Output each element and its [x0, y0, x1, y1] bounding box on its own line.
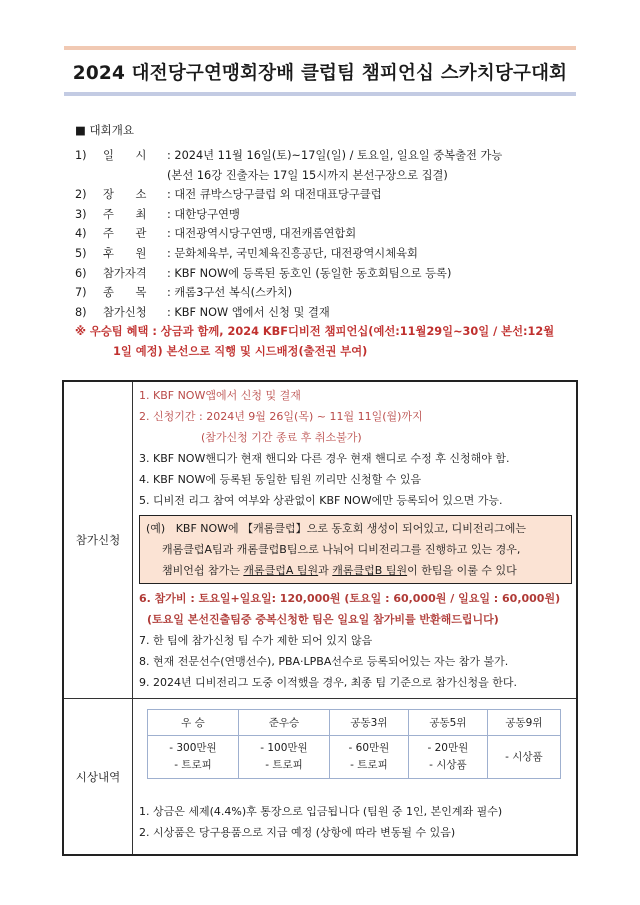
item-value: : 문화체육부, 국민체육진흥공단, 대전광역시체육회 — [167, 246, 418, 260]
registration-label: 참가신청 — [64, 382, 133, 698]
item-number: 7) — [75, 286, 87, 300]
overview-section — [75, 122, 575, 362]
item-label: 후 원 — [103, 246, 147, 260]
item-value: : KBF NOW 앱에서 신청 및 결재 — [167, 305, 330, 319]
overview-item-date-note: (본선 16강 진출자는 17일 15시까지 본선구장으로 집결) — [167, 168, 448, 182]
item-value: : 대전 큐박스당구클럽 외 대전대표당구클럽 — [167, 188, 382, 202]
overview-item-sponsor — [75, 244, 575, 264]
item-number: 5) — [75, 246, 87, 260]
prize-note-2: 2. 시상품은 당구용품으로 지급 예정 (상항에 따라 변동될 수 있음) — [139, 826, 456, 839]
reg-line-1: 1. KBF NOW앱에서 신청 및 결재 — [139, 389, 301, 402]
example-line-1 — [146, 518, 565, 539]
prize-notes — [139, 801, 576, 843]
reg-line-2-note: (참가신청 기간 종료 후 취소불가) — [201, 431, 362, 444]
item-value: : 2024년 11월 16일(토)~17일(일) / 토요일, 일요일 중복출전 가능 — [167, 149, 503, 162]
prize-value-5th — [408, 736, 487, 779]
reg-line-8: 8. 현재 전문선수(연맹선수), PBA·LPBA선수로 등록되어있는 자는 참가 불가. — [139, 655, 509, 668]
item-label: 종 목 — [103, 286, 147, 300]
item-number: 4) — [75, 227, 87, 241]
prize-money: - 20만원 — [427, 742, 469, 754]
item-label: 일 시 — [103, 149, 147, 162]
example-text: 챔비언쉽 참가는 — [162, 564, 244, 577]
item-value: : KBF NOW에 등록된 동호인 (동일한 동호회팀으로 등록) — [167, 266, 452, 280]
overview-item-eligibility — [75, 264, 575, 284]
winner-benefit-line1: ※ 우승팀 혜택 : 상금과 함께, 2024 KBF디비전 챔피언십(예선:11월29일~30일 / 본선:12월 — [75, 325, 555, 339]
item-number: 6) — [75, 266, 87, 280]
item-label: 참가신청 — [103, 305, 147, 319]
reg-line-2: 2. 신청기간 : 2024년 9월 26일(목) ~ 11월 11일(월)까지 — [139, 410, 423, 423]
registration-content — [133, 382, 576, 693]
reg-fee-line: 6. 참가비 : 토요일+일요일: 120,000원 (토요일 : 60,000원 / 일요일 : 60,000원) — [139, 592, 561, 605]
prize-money: - 100만원 — [260, 742, 308, 754]
example-text: 과 — [318, 564, 333, 577]
overview-item-organizer — [75, 224, 575, 244]
item-label: 주 최 — [103, 207, 147, 221]
prize-money: - 60만원 — [348, 742, 390, 754]
overview-item-registration — [75, 303, 575, 323]
prize-item: - 트로피 — [174, 759, 212, 771]
item-number: 1) — [75, 149, 87, 162]
prize-value-2nd — [238, 736, 329, 779]
details-table — [62, 380, 578, 856]
reg-line-3: 3. KBF NOW핸디가 현재 핸디와 다른 경우 현재 핸디로 수정 후 신청해야 함. — [139, 452, 510, 465]
item-number: 2) — [75, 188, 87, 202]
reg-line-4: 4. KBF NOW에 등록된 동일한 팀원 끼리만 신청할 수 있음 — [139, 473, 422, 486]
item-number: 3) — [75, 207, 87, 221]
overview-item-date — [75, 146, 575, 166]
prize-item: - 트로피 — [265, 759, 303, 771]
item-label: 참가자격 — [103, 266, 147, 280]
prize-money: - 300만원 — [169, 742, 217, 754]
prize-value-row — [148, 736, 561, 779]
title-block — [64, 46, 576, 96]
title-bar-bottom — [64, 92, 576, 96]
overview-item-host — [75, 205, 575, 225]
overview-item-venue — [75, 185, 575, 205]
item-label: 주 관 — [103, 227, 147, 241]
prize-rank-9th: 공동9위 — [487, 710, 560, 736]
example-text: 이 한팀을 이룰 수 있다 — [407, 564, 517, 577]
reg-line-7: 7. 한 팀에 참가신청 팀 수가 제한 되어 있지 않음 — [139, 634, 373, 647]
prize-rank-1st: 우 승 — [148, 710, 239, 736]
item-value: : 캐롬3구선 복식(스카치) — [167, 286, 293, 300]
item-value: : 대전광역시당구연맹, 대전캐롬연합회 — [167, 227, 357, 241]
prize-value-1st — [148, 736, 239, 779]
winner-benefit-line2: 1일 예정) 본선으로 직행 및 시드배정(출전권 부여) — [113, 344, 368, 358]
prize-rank-5th: 공동5위 — [408, 710, 487, 736]
example-team-a-underlined: 캐롬클럽A 팀원 — [243, 564, 319, 577]
example-text: 으로 동호회 생성이 되어있고, 디비전리그에는 — [306, 522, 527, 535]
example-club-bracket: 【캐롬클럽】 — [242, 522, 307, 535]
prize-value-3rd — [329, 736, 408, 779]
registration-section — [64, 382, 576, 699]
example-line-3 — [146, 560, 565, 581]
prize-note-1: 1. 상금은 세제(4.4%)후 통장으로 입금됩니다 (팀원 중 1인, 본인계좌 필수) — [139, 805, 503, 818]
prizes-section — [64, 699, 576, 854]
example-team-b-underlined: 캐롬클럽B 팀원 — [332, 564, 408, 577]
prize-item: - 트로피 — [350, 759, 388, 771]
overview-item-event — [75, 283, 575, 303]
overview-heading: ■ 대회개요 — [75, 123, 134, 137]
prize-value-9th — [487, 736, 560, 779]
prizes-content — [133, 699, 576, 843]
prize-item: - 시상품 — [429, 759, 467, 771]
prizes-label: 시상내역 — [64, 699, 133, 854]
prize-table — [147, 709, 561, 779]
item-value: : 대한당구연맹 — [167, 207, 240, 221]
prize-rank-2nd: 준우승 — [238, 710, 329, 736]
example-line-2: 캐롬클럽A팀과 캐롬클럽B팀으로 나눠어 디비전리그를 진행하고 있는 경우, — [162, 543, 521, 556]
example-text: (예) KBF NOW에 — [146, 522, 243, 535]
prize-header-row — [148, 710, 561, 736]
reg-line-5: 5. 디비전 리그 참여 여부와 상관없이 KBF NOW에만 등록되어 있으면 가능. — [139, 494, 503, 507]
reg-fee-note: (토요일 본선진출팀중 중복신청한 팀은 일요일 참가비를 반환해드립니다) — [147, 613, 499, 626]
item-label: 장 소 — [103, 188, 147, 202]
item-number: 8) — [75, 305, 87, 319]
page-title: 2024 대전당구연맹회장배 클럽팀 챔피언십 스카치당구대회 — [72, 63, 568, 84]
reg-line-9: 9. 2024년 디비전리그 도중 이적했을 경우, 최종 팀 기준으로 참가신청을 한다. — [139, 676, 517, 689]
example-box — [139, 515, 572, 584]
prize-rank-3rd: 공동3위 — [329, 710, 408, 736]
prize-item: - 시상품 — [505, 750, 543, 763]
